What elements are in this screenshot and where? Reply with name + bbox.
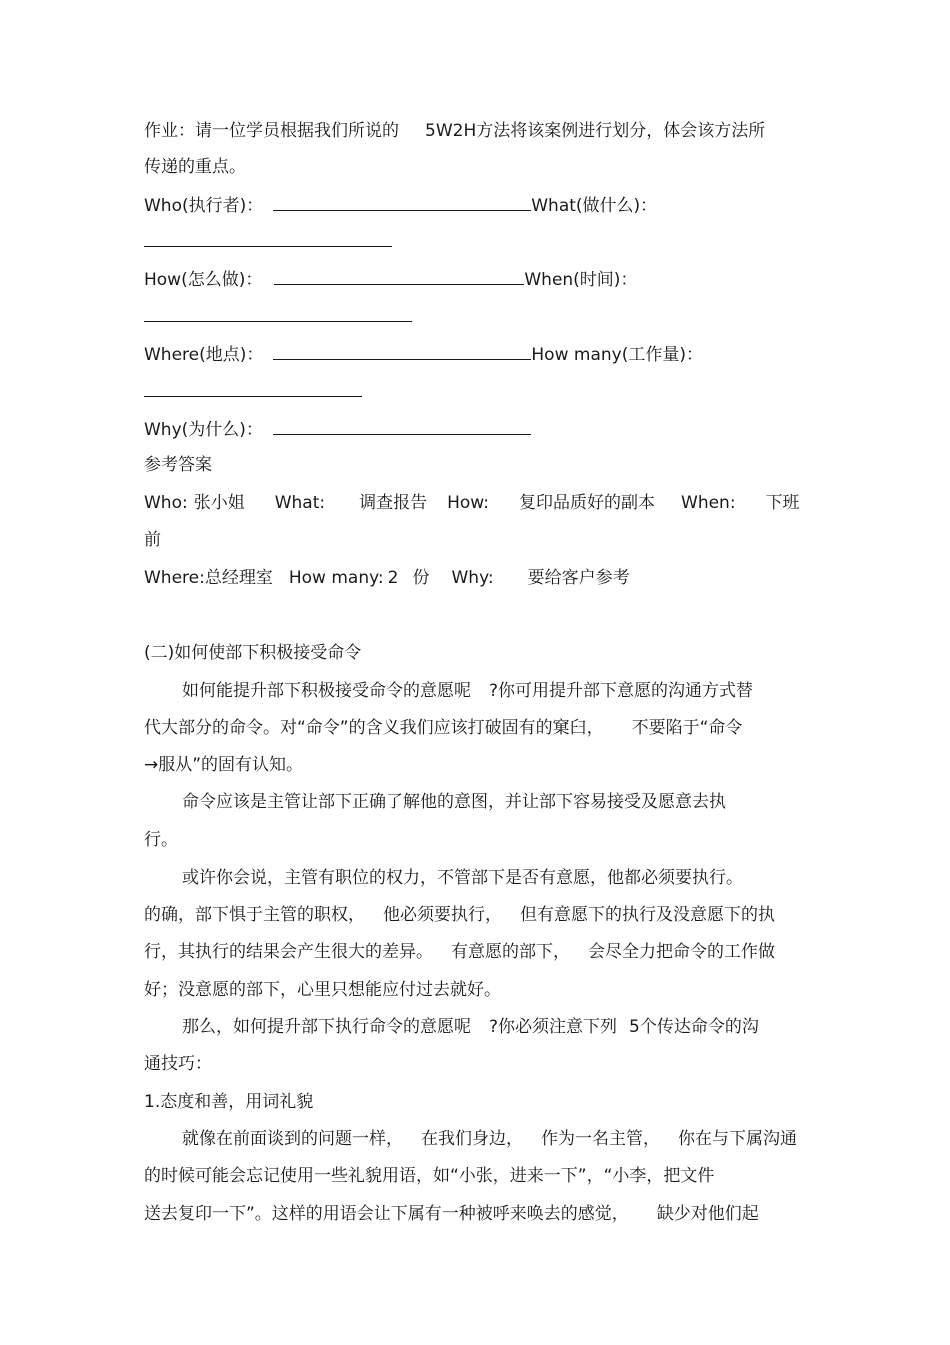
answer-where: Where:总经理室 bbox=[144, 568, 273, 588]
how-many-label: How many(工作量)： bbox=[531, 345, 703, 365]
p1-l2-b: 不要陷于“命令 bbox=[631, 718, 743, 738]
p4-line-2: 通技巧： bbox=[144, 1054, 212, 1074]
homework-text-b: 5W2H方法将该案例进行划分，体会该方法所 bbox=[425, 121, 766, 141]
p3-l2-b: 他必须要执行， bbox=[383, 905, 502, 925]
where-label: Where(地点)： bbox=[144, 345, 264, 365]
p3-line-3 bbox=[144, 941, 775, 963]
how-blank[interactable] bbox=[274, 268, 524, 285]
who-label: Who(执行者)： bbox=[144, 196, 264, 216]
p1-line-1 bbox=[182, 680, 753, 702]
where-blank[interactable] bbox=[273, 343, 531, 360]
answer-who-label: Who: bbox=[144, 493, 188, 513]
answer-row-1 bbox=[144, 492, 800, 514]
section-heading: (二)如何使部下积极接受命令 bbox=[144, 643, 362, 663]
p2-line-2: 行。 bbox=[144, 830, 178, 850]
p5-line-1 bbox=[182, 1128, 797, 1150]
homework-line-2: 传递的重点。 bbox=[144, 157, 246, 177]
when-blank[interactable] bbox=[144, 305, 412, 322]
form-row-what-blank bbox=[144, 230, 392, 253]
p1-l1-b: ?你可用提升部下意愿的沟通方式替 bbox=[489, 681, 754, 701]
p5-l1-b: 在我们身边， bbox=[421, 1129, 523, 1149]
homework-line-1 bbox=[144, 120, 765, 142]
answer-why-value: 要给客户参考 bbox=[527, 568, 630, 588]
p4-l1-b: ?你必须注意下列 bbox=[489, 1017, 618, 1037]
answer-how-many-label: How many: bbox=[288, 568, 384, 588]
answer-who-value: 张小姐 bbox=[193, 493, 245, 513]
p5-l1-d: 你在与下属沟通 bbox=[678, 1129, 797, 1149]
form-row-who-what bbox=[144, 194, 657, 217]
answer-when-label: When: bbox=[681, 493, 736, 513]
p1-line-2 bbox=[144, 717, 742, 739]
p5-l1-a: 就像在前面谈到的问题一样， bbox=[182, 1129, 403, 1149]
what-blank[interactable] bbox=[144, 230, 392, 247]
p2-line-1: 命令应该是主管让部下正确了解他的意图，并让部下容易接受及愿意去执 bbox=[182, 792, 726, 812]
p3-l3-a: 行，其执行的结果会产生很大的差异。 bbox=[144, 942, 433, 962]
form-row-where-howmany bbox=[144, 343, 703, 366]
form-row-why bbox=[144, 418, 531, 441]
why-label: Why(为什么)： bbox=[144, 420, 263, 440]
answer-how-label: How: bbox=[447, 493, 490, 513]
p5-l1-c: 作为一名主管， bbox=[541, 1129, 660, 1149]
p4-l1-a: 那么，如何提升部下执行命令的意愿呢 bbox=[182, 1017, 471, 1037]
answer-what-value: 调查报告 bbox=[359, 493, 428, 513]
p5-line-3 bbox=[144, 1203, 759, 1225]
p5-l3-a: 送去复印一下”。这样的用语会让下属有一种被呼来唤去的感觉， bbox=[144, 1204, 629, 1224]
form-row-when-blank bbox=[144, 305, 412, 328]
p1-l1-a: 如何能提升部下积极接受命令的意愿呢 bbox=[182, 681, 471, 701]
item-1-heading: 1.态度和善，用词礼貌 bbox=[144, 1092, 314, 1112]
why-blank[interactable] bbox=[273, 418, 531, 435]
answer-when-value: 下班 bbox=[765, 493, 800, 513]
form-row-howmany-blank bbox=[144, 380, 362, 403]
form-row-how-when bbox=[144, 268, 637, 291]
answer-how-value: 复印品质好的副本 bbox=[519, 493, 656, 513]
answer-why-label: Why: bbox=[451, 568, 494, 588]
what-label: What(做什么)： bbox=[531, 196, 658, 216]
p4-line-1 bbox=[182, 1016, 759, 1038]
answer-row-2 bbox=[144, 567, 630, 589]
p3-l3-b: 有意愿的部下， bbox=[451, 942, 570, 962]
p4-l1-c: 5个传达命令的沟 bbox=[629, 1017, 759, 1037]
homework-text-a: 作业：请一位学员根据我们所说的 bbox=[144, 121, 399, 141]
who-blank[interactable] bbox=[273, 194, 531, 211]
p3-l3-c: 会尽全力把命令的工作做 bbox=[588, 942, 775, 962]
p3-l2-a: 的确，部下惧于主管的职权， bbox=[144, 905, 365, 925]
p5-line-2: 的时候可能会忘记使用一些礼貌用语，如“小张，进来一下”，“小李，把文件 bbox=[144, 1166, 715, 1186]
p1-line-3: →服从”的固有认知。 bbox=[144, 755, 304, 775]
p3-line-1: 或许你会说，主管有职位的权力，不管部下是否有意愿，他都必须要执行。 bbox=[182, 868, 743, 888]
answer-how-many-value: 2 bbox=[387, 568, 399, 588]
p3-l2-c: 但有意愿下的执行及没意愿下的执 bbox=[520, 905, 775, 925]
answer-how-many-unit: 份 bbox=[412, 568, 430, 588]
p1-l2-a: 代大部分的命令。对“命令”的含义我们应该打破固有的窠臼， bbox=[144, 718, 604, 738]
answer-row-1-wrap: 前 bbox=[144, 530, 161, 550]
when-label: When(时间)： bbox=[524, 270, 638, 290]
answer-what-label: What: bbox=[274, 493, 326, 513]
p5-l3-b: 缺少对他们起 bbox=[656, 1204, 759, 1224]
how-label: How(怎么做)： bbox=[144, 270, 263, 290]
p3-line-2 bbox=[144, 904, 775, 926]
p3-line-4: 好；没意愿的部下，心里只想能应付过去就好。 bbox=[144, 980, 501, 1000]
how-many-blank[interactable] bbox=[144, 380, 362, 397]
answer-heading: 参考答案 bbox=[144, 455, 212, 475]
